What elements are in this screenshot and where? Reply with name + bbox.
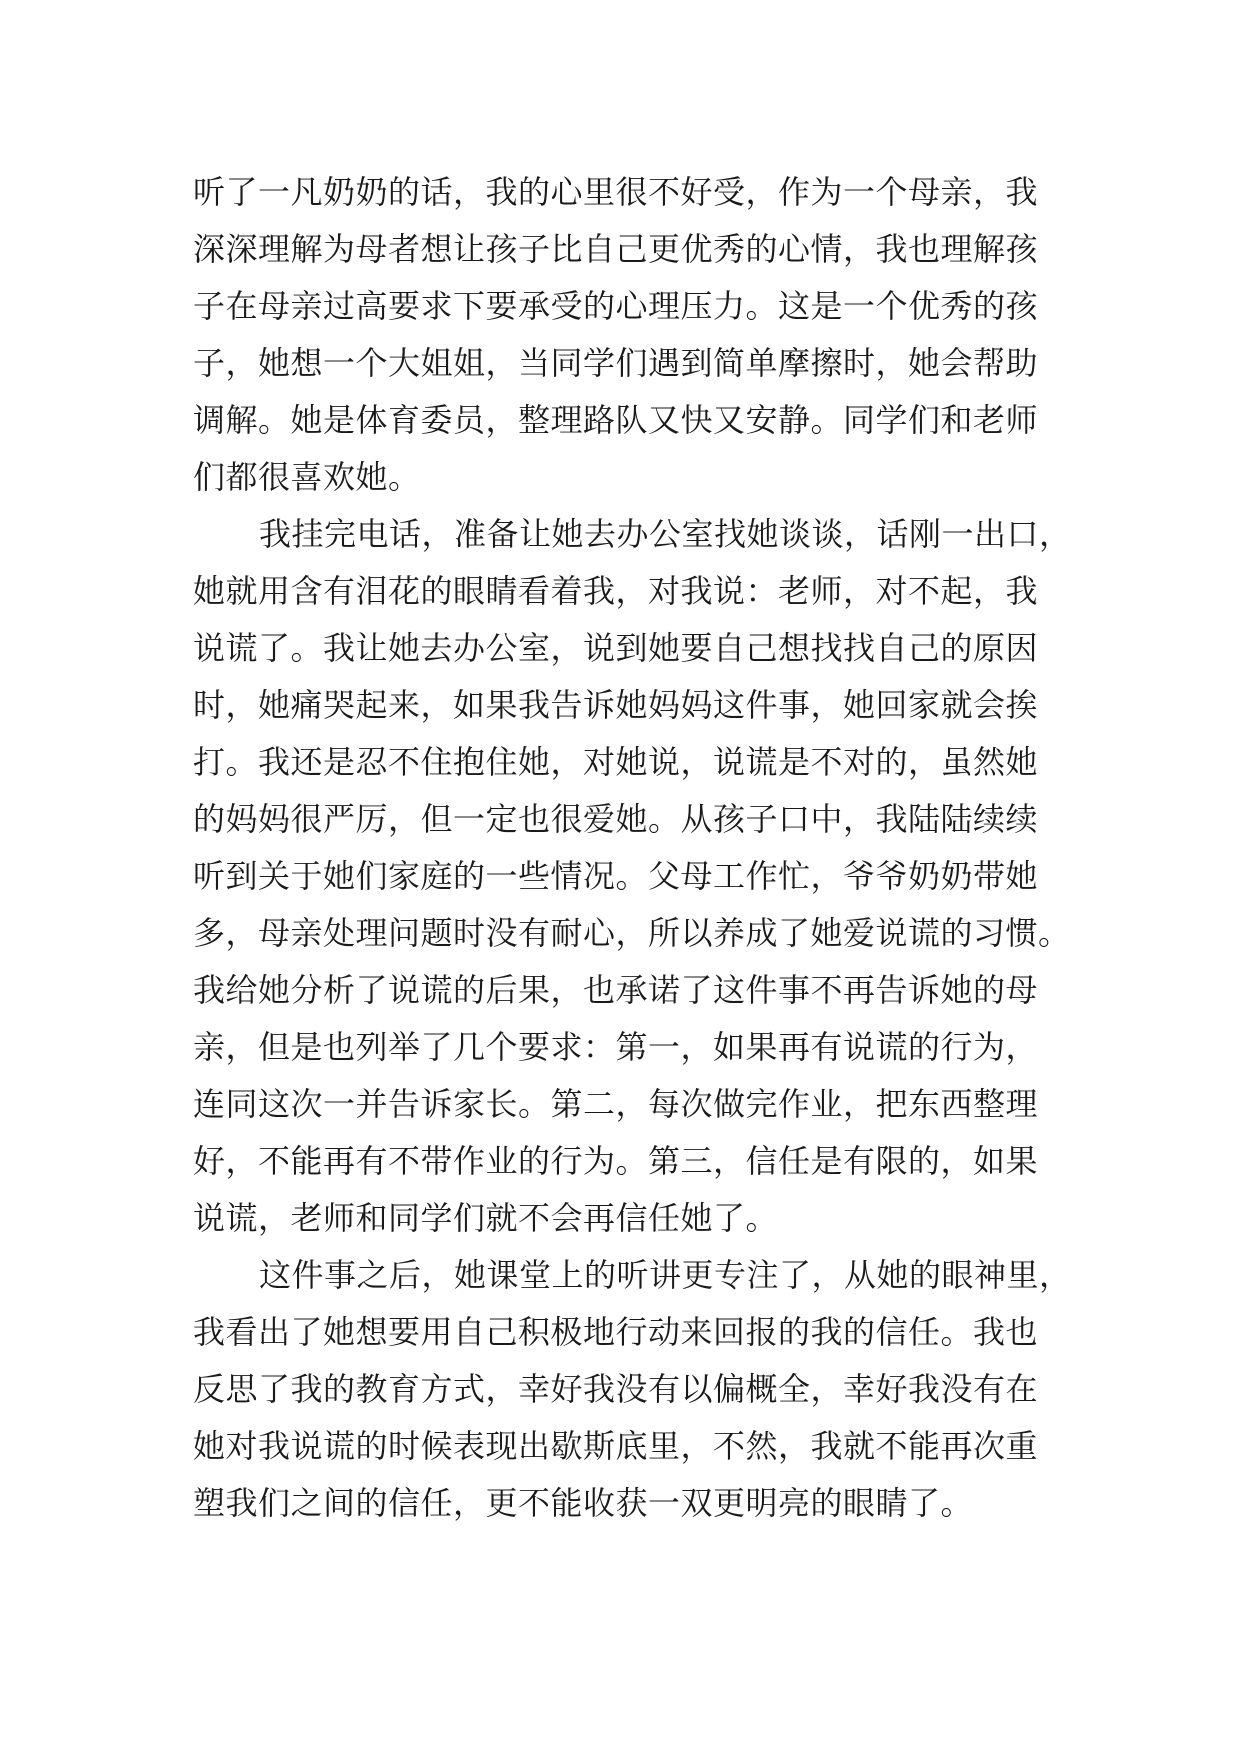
text-line: 的妈妈很严厉，但一定也很爱她。从孩子口中，我陆陆续续 [193, 800, 1039, 838]
text-line: 我看出了她想要用自己积极地行动来回报的我的信任。我也 [193, 1313, 1039, 1351]
text-line: 时，她痛哭起来，如果我告诉她妈妈这件事，她回家就会挨 [193, 686, 1039, 724]
text-line: 她就用含有泪花的眼睛看着我，对我说：老师，对不起，我 [193, 572, 1039, 610]
paragraph-start-line: 我挂完电话，准备让她去办公室找她谈谈，话刚一出口， [259, 515, 1072, 553]
paragraph-start-line: 这件事之后，她课堂上的听讲更专注了，从她的眼神里， [259, 1256, 1072, 1294]
text-line: 多，母亲处理问题时没有耐心，所以养成了她爱说谎的习惯。 [193, 914, 1071, 952]
text-line: 塑我们之间的信任，更不能收获一双更明亮的眼睛了。 [193, 1484, 974, 1522]
text-line: 子在母亲过高要求下要承受的心理压力。这是一个优秀的孩 [193, 287, 1039, 325]
text-line: 说谎了。我让她去办公室，说到她要自己想找找自己的原因 [193, 629, 1039, 667]
text-line: 她对我说谎的时候表现出歇斯底里，不然，我就不能再次重 [193, 1427, 1039, 1465]
text-line: 打。我还是忍不住抱住她，对她说，说谎是不对的，虽然她 [193, 743, 1039, 781]
text-line: 听了一凡奶奶的话，我的心里很不好受，作为一个母亲，我 [193, 173, 1039, 211]
text-line: 听到关于她们家庭的一些情况。父母工作忙，爷爷奶奶带她 [193, 857, 1039, 895]
text-line: 亲，但是也列举了几个要求：第一，如果再有说谎的行为， [193, 1028, 1039, 1066]
text-line: 深深理解为母者想让孩子比自己更优秀的心情，我也理解孩 [193, 230, 1039, 268]
text-line: 好，不能再有不带作业的行为。第三，信任是有限的，如果 [193, 1142, 1039, 1180]
text-line: 连同这次一并告诉家长。第二，每次做完作业，把东西整理 [193, 1085, 1039, 1123]
text-line: 说谎，老师和同学们就不会再信任她了。 [193, 1199, 779, 1237]
text-line: 我给她分析了说谎的后果，也承诺了这件事不再告诉她的母 [193, 971, 1039, 1009]
text-line: 调解。她是体育委员，整理路队又快又安静。同学们和老师 [193, 401, 1039, 439]
text-line: 反思了我的教育方式，幸好我没有以偏概全，幸好我没有在 [193, 1370, 1039, 1408]
body-text [193, 164, 1075, 1532]
text-line: 子，她想一个大姐姐，当同学们遇到简单摩擦时，她会帮助 [193, 344, 1039, 382]
text-line: 们都很喜欢她。 [193, 458, 421, 496]
